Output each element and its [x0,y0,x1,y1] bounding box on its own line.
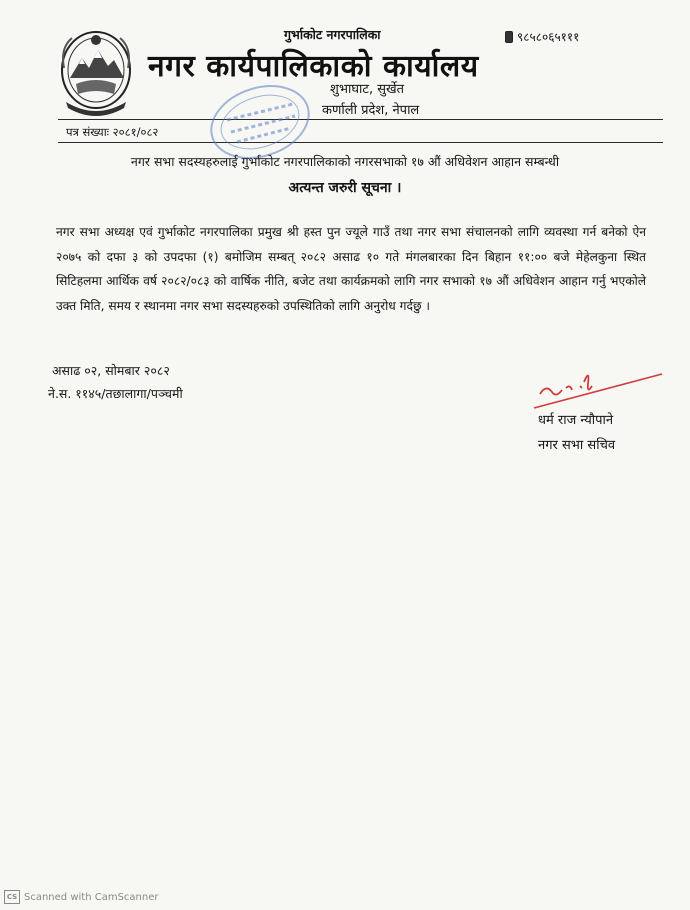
nepal-emblem-icon [58,28,134,118]
office-stamp-icon [205,82,315,162]
scanner-text: Scanned with CamScanner [24,891,159,903]
reference-number: पत्र संख्याः २०८१/०८२ [66,125,159,139]
signatory-name: धर्म राज न्यौपाने [538,413,614,428]
signatory-title: नगर सभा सचिव [538,438,616,453]
municipality-name: गुर्भाकोट नगरपालिका [284,27,381,42]
notice-date: असाढ ०२, सोमबार २०८२ [52,363,170,378]
notice-body: नगर सभा अध्यक्ष एवं गुर्भाकोट नगरपालिका प्रमुख श्री हस्त पुन ज्यूले गाउँ तथा नगर सभा संचालनको लागि व्यवस्था गर्न बनेको ऐन २०७५ को दफा ३ को उपदफा (१) बमोजिम सम्बत् २०८२ असाढ १० गते मंगलबारका दिन बिहान ११:०० बजे मेहेलकुना स्थित सिटिहलमा आर्थिक वर्ष २०८२/०८३ को वार्षिक नीति, बजेट तथा कार्यक्रमको लागि नगर सभाको १७ औं अधिवेशन आहान गर्नु भएकोले उक्त मिति, समय र स्थानमा नगर सभा सदस्यहरुको उपस्थितिको लागि अनुरोध गर्दछु । [56,225,646,313]
header-divider-bottom [58,142,663,143]
phone-icon [505,31,513,43]
phone-number [505,28,579,45]
phone-number-text: ९८५८०६५१११ [517,30,580,44]
camscanner-logo-icon: CS [4,890,20,904]
scanner-watermark [4,890,159,904]
nepal-sambat-date: ने.स. ११४५/तछालागा/पञ्चमी [48,386,183,401]
notice-heading: अत्यन्त जरुरी सूचना । [288,180,402,196]
address-line-2: कर्णाली प्रदेश, नेपाल [322,103,420,118]
office-title: नगर कार्यपालिकाको कार्यालय [148,49,479,84]
header-divider-top [58,119,663,120]
notice-subject: नगर सभा सदस्यहरुलाई गुर्भाकोट नगरपालिकाको नगरसभाको १७ औं अधिवेशन आहान सम्बन्धी [130,154,560,169]
address-line-1: शुभाघाट, सुर्खेत [330,82,405,97]
